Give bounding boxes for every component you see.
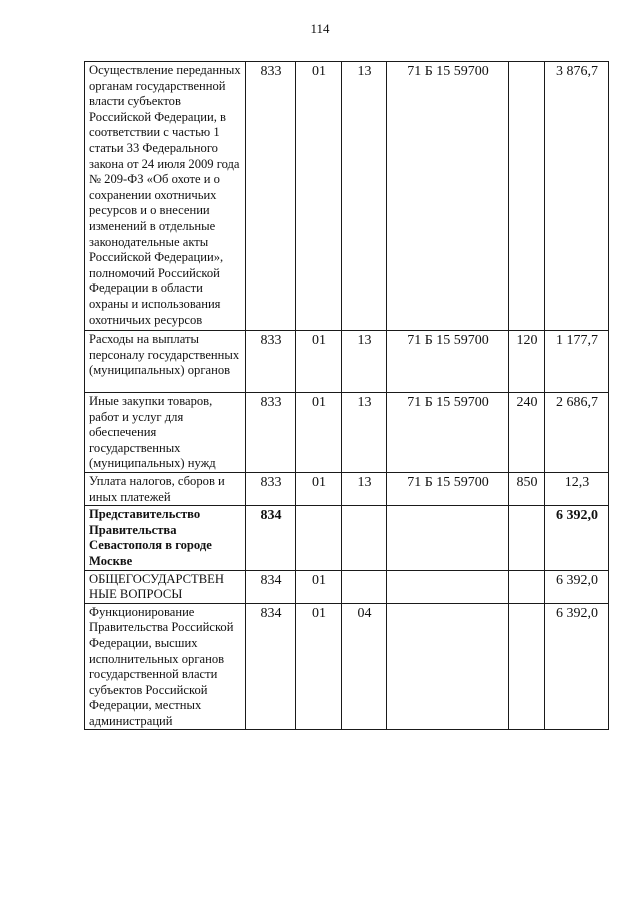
ministry-code: 833 — [246, 472, 296, 505]
table-row — [85, 331, 609, 393]
expense-type-code: 120 — [509, 331, 545, 393]
subsection-code: 04 — [342, 603, 387, 730]
expense-type-code: 240 — [509, 393, 545, 473]
table-row — [85, 472, 609, 505]
section-code: 01 — [296, 570, 342, 603]
target-code — [387, 570, 509, 603]
amount-value: 2 686,7 — [545, 393, 609, 473]
table-row — [85, 62, 609, 331]
ministry-code: 833 — [246, 331, 296, 393]
target-code — [387, 603, 509, 730]
amount-value: 6 392,0 — [545, 570, 609, 603]
row-name: Иные закупки товаров, работ и услуг для обеспечения государственных (муниципальных) нужд — [85, 393, 246, 473]
ministry-code: 833 — [246, 393, 296, 473]
ministry-code: 834 — [246, 603, 296, 730]
subsection-code — [342, 506, 387, 570]
expense-type-code — [509, 62, 545, 331]
subsection-code: 13 — [342, 331, 387, 393]
subsection-code: 13 — [342, 62, 387, 331]
section-code: 01 — [296, 62, 342, 331]
expense-type-code — [509, 506, 545, 570]
section-code: 01 — [296, 393, 342, 473]
row-name: Осуществление переданных органам государственной власти субъектов Российской Федерации, в соответствии с частью 1 статьи 33 Федерального закона от 24 июля 2009 года № 209-ФЗ «Об охоте и о сохранении охотничьих ресурсов и о внесении изменений в отдельные законодательные акты Российской Федерации», полномочий Российской Федерации в области охраны и использования охотничьих ресурсов — [85, 62, 246, 331]
target-code: 71 Б 15 59700 — [387, 331, 509, 393]
section-code: 01 — [296, 603, 342, 730]
target-code: 71 Б 15 59700 — [387, 62, 509, 331]
budget-table — [84, 61, 609, 730]
target-code — [387, 506, 509, 570]
section-code: 01 — [296, 472, 342, 505]
table-row — [85, 506, 609, 570]
ministry-code: 833 — [246, 62, 296, 331]
row-name: Расходы на выплаты персоналу государственных (муниципальных) органов — [85, 331, 246, 393]
table-row — [85, 393, 609, 473]
amount-value: 1 177,7 — [545, 331, 609, 393]
section-code: 01 — [296, 331, 342, 393]
target-code: 71 Б 15 59700 — [387, 472, 509, 505]
row-name: Функционирование Правительства Российской Федерации, высших исполнительных органов государственной власти субъектов Российской Федерации, местных администраций — [85, 603, 246, 730]
target-code: 71 Б 15 59700 — [387, 393, 509, 473]
expense-type-code — [509, 570, 545, 603]
expense-type-code: 850 — [509, 472, 545, 505]
amount-value: 6 392,0 — [545, 603, 609, 730]
subsection-code: 13 — [342, 393, 387, 473]
subsection-code: 13 — [342, 472, 387, 505]
ministry-code: 834 — [246, 570, 296, 603]
table-row — [85, 570, 609, 603]
amount-value: 3 876,7 — [545, 62, 609, 331]
page-number: 114 — [310, 21, 330, 36]
row-name: Уплата налогов, сборов и иных платежей — [85, 472, 246, 505]
section-code — [296, 506, 342, 570]
ministry-code: 834 — [246, 506, 296, 570]
row-name: Представительство Правительства Севастополя в городе Москве — [85, 506, 246, 570]
amount-value: 12,3 — [545, 472, 609, 505]
expense-type-code — [509, 603, 545, 730]
table-row — [85, 603, 609, 730]
subsection-code — [342, 570, 387, 603]
row-name: ОБЩЕГОСУДАРСТВЕН НЫЕ ВОПРОСЫ — [85, 570, 246, 603]
amount-value: 6 392,0 — [545, 506, 609, 570]
